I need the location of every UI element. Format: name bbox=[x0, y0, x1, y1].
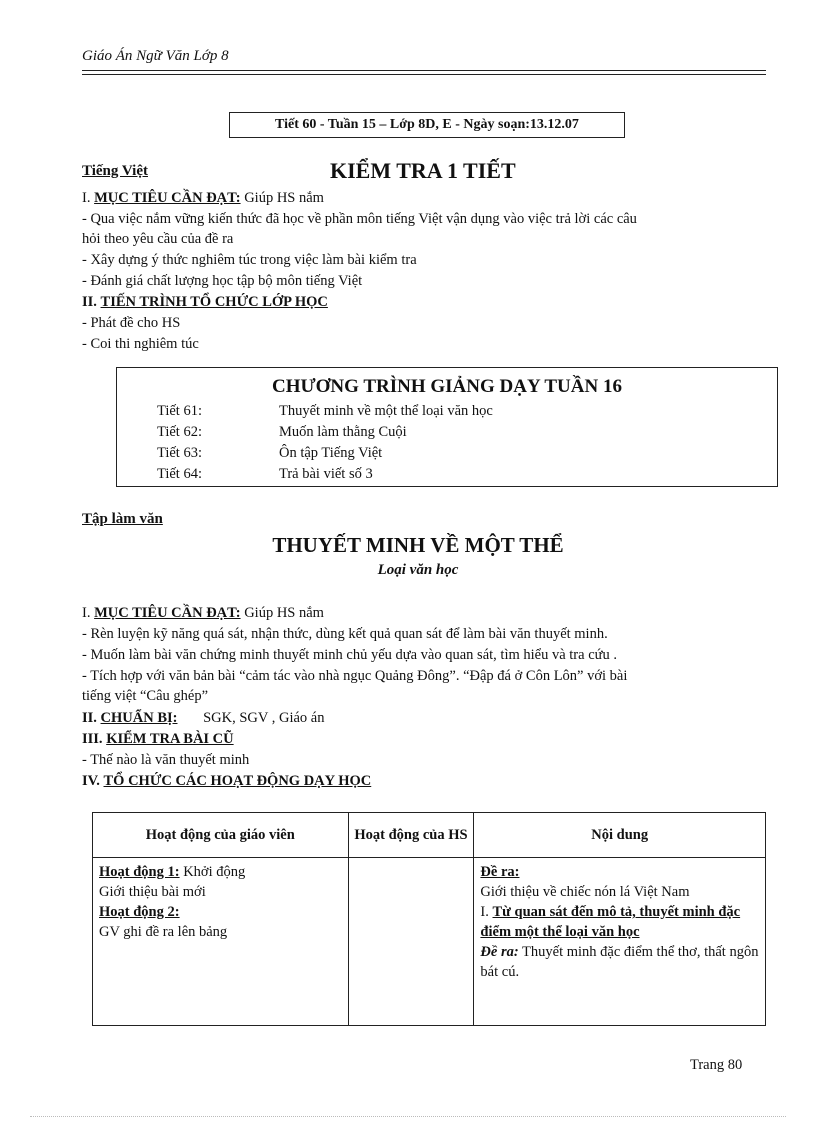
teacher-activity-cell: Hoạt động 1: Khởi động Giới thiệu bài mới Hoạt động 2: GV ghi đề ra lên bảng bbox=[93, 858, 349, 1026]
lesson-title: KIỂM TRA 1 TIẾT bbox=[330, 158, 516, 183]
week-program-box bbox=[116, 367, 778, 487]
preparation-heading: II. CHUẨN BỊ: SGK, SGV , Giáo án bbox=[82, 710, 325, 726]
header-rule-top bbox=[82, 70, 766, 71]
page-bottom-dots bbox=[30, 1116, 786, 1117]
process-line: - Coi thi nghiêm túc bbox=[82, 336, 199, 352]
preparation-label: CHUẨN BỊ: bbox=[100, 710, 178, 726]
content-cell: Đề ra: Giới thiệu về chiếc nón lá Việt Nam I. Từ quan sát đến mô tả, thuyết minh đặc điểm một thể loại văn học Đề ra: Thuyết minh đặc điểm thể thơ, thất ngôn bát cú. bbox=[474, 858, 766, 1026]
process-heading: II. TIẾN TRÌNH TỔ CHỨC LỚP HỌC bbox=[82, 294, 328, 310]
lesson-subtitle: Loại văn học bbox=[377, 562, 459, 578]
lesson-title: THUYẾT MINH VỀ MỘT THỂ bbox=[272, 533, 564, 557]
page-header-title: Giáo Án Ngữ Văn Lớp 8 bbox=[82, 48, 229, 64]
activity-2-label: Hoạt động 2: bbox=[99, 904, 180, 920]
objective-line: - Đánh giá chất lượng học tập bộ môn tiếng Việt bbox=[82, 273, 363, 289]
objective-line: tiếng việt “Câu ghép” bbox=[82, 688, 209, 704]
activities-heading: IV. TỔ CHỨC CÁC HOẠT ĐỘNG DẠY HỌC bbox=[82, 773, 372, 789]
program-title: CHƯƠNG TRÌNH GIẢNG DẠY TUẦN 16 bbox=[272, 376, 622, 397]
objectives-label: MỤC TIÊU CẦN ĐẠT: bbox=[94, 605, 241, 621]
program-row: Tiết 62: Muốn làm thằng Cuội bbox=[157, 424, 407, 440]
review-heading: III. KIỂM TRA BÀI CŨ bbox=[82, 731, 234, 747]
student-activity-cell bbox=[348, 858, 474, 1026]
table-header-student: Hoạt động của HS bbox=[348, 813, 474, 858]
content-heading: Đề ra: bbox=[480, 864, 520, 880]
table-header-teacher: Hoạt động của giáo viên bbox=[93, 813, 349, 858]
process-line: - Phát đề cho HS bbox=[82, 315, 181, 331]
objective-line: - Qua việc nắm vững kiến thức đã học về phần môn tiếng Việt vận dụng vào việc trả lời các câu bbox=[82, 211, 637, 227]
objective-line: - Xây dựng ý thức nghiêm túc trong việc làm bài kiểm tra bbox=[82, 252, 417, 268]
table-header-content: Nội dung bbox=[474, 813, 766, 858]
table-header-row bbox=[93, 813, 766, 858]
subject-label: Tiếng Việt bbox=[82, 163, 148, 179]
program-row: Tiết 61: Thuyết minh về một thể loại văn học bbox=[157, 403, 493, 419]
objective-line: hỏi theo yêu cầu của đề ra bbox=[82, 231, 234, 247]
activity-1-label: Hoạt động 1: bbox=[99, 864, 180, 880]
lesson-info-box: Tiết 60 - Tuần 15 – Lớp 8D, E - Ngày soạn:13.12.07 bbox=[229, 112, 625, 138]
objective-line: - Muốn làm bài văn chứng minh thuyết minh chủ yếu dựa vào quan sát, tìm hiểu và tra cứu . bbox=[82, 647, 617, 663]
table-row bbox=[93, 858, 766, 1026]
objectives-label: MỤC TIÊU CẦN ĐẠT: bbox=[94, 190, 241, 206]
objective-line: - Tích hợp với văn bản bài “cảm tác vào nhà ngục Quảng Đông”. “Đập đá ở Côn Lôn” với bài bbox=[82, 668, 628, 684]
objectives-heading: I. MỤC TIÊU CẦN ĐẠT: Giúp HS nắm bbox=[82, 190, 324, 206]
review-label: KIỂM TRA BÀI CŨ bbox=[106, 731, 234, 747]
objectives-heading: I. MỤC TIÊU CẦN ĐẠT: Giúp HS nắm bbox=[82, 605, 324, 621]
de-ra-label: Đề ra: bbox=[480, 944, 519, 960]
review-line: - Thế nào là văn thuyết minh bbox=[82, 752, 250, 768]
process-label: TIẾN TRÌNH TỔ CHỨC LỚP HỌC bbox=[100, 294, 328, 310]
program-row: Tiết 64: Trả bài viết số 3 bbox=[157, 466, 373, 482]
activities-label: TỔ CHỨC CÁC HOẠT ĐỘNG DẠY HỌC bbox=[103, 773, 372, 789]
content-section-title: Từ quan sát đến mô tả, thuyết minh đặc điểm một thể loại văn học bbox=[480, 904, 741, 940]
subject-label: Tập làm văn bbox=[82, 511, 163, 527]
program-row: Tiết 63: Ôn tập Tiếng Việt bbox=[157, 445, 383, 461]
objective-line: - Rèn luyện kỹ năng quá sát, nhận thức, dùng kết quả quan sát để làm bài văn thuyết minh. bbox=[82, 626, 608, 642]
page-number: Trang 80 bbox=[690, 1057, 743, 1073]
header-rule-bottom bbox=[82, 74, 766, 75]
activities-table bbox=[92, 812, 766, 1026]
